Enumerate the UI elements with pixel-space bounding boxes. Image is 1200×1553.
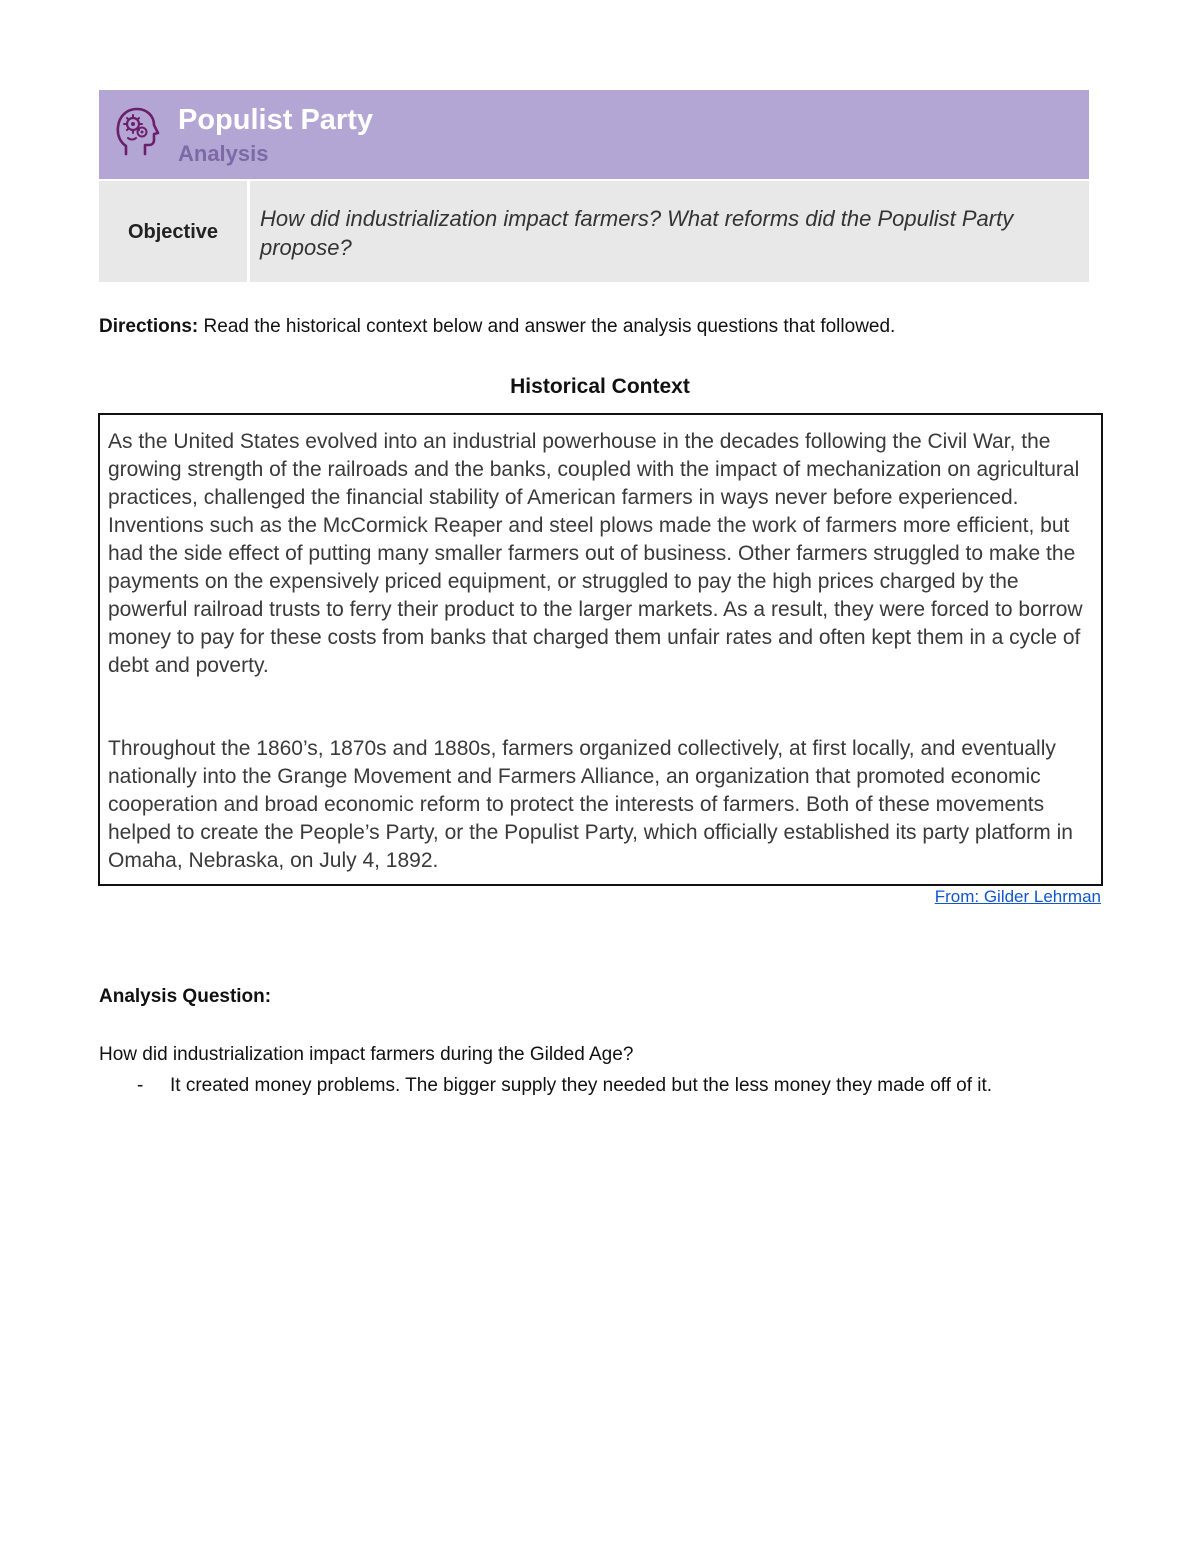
directions-label: Directions: [99, 316, 199, 337]
page-title: Populist Party [178, 104, 373, 136]
source-link[interactable]: From: Gilder Lehrman [934, 887, 1101, 906]
historical-context-heading: Historical Context [510, 375, 690, 398]
answer-text[interactable]: It created money problems. The bigger supply they needed but the less money they made off of it. [170, 1075, 993, 1096]
analysis-question: How did industrialization impact farmers during the Gilded Age? [99, 1044, 634, 1065]
directions-text: Read the historical context below and answer the analysis questions that followed. [198, 316, 896, 337]
directions [99, 313, 1099, 341]
context-paragraph: Throughout the 1860’s, 1870s and 1880s, farmers organized collectively, at first locally, and eventually nationally into the Grange Movement and Farmers Alliance, an organization that promoted economic cooperation and broad economic reform to protect the interests of farmers. Both of these movements helped to create the People’s Party, or the Populist Party, which officially established its party platform in Omaha, Nebraska, on July 4, 1892. [108, 737, 1073, 872]
objective-label: Objective [127, 221, 219, 243]
context-paragraph: As the United States evolved into an industrial powerhouse in the decades following the Civil War, the growing strength of the railroads and the banks, coupled with the impact of mechanization on agricultural practices, challenged the financial stability of American farmers in ways never before experienced. Inventions such as the McCormick Reaper and steel plows made the work of farmers more efficient, but had the side effect of putting many smaller farmers out of business. Other farmers struggled to make the payments on the expensively priced equipment, or struggled to pay the high prices charged by the powerful railroad trusts to ferry their product to the larger markets. As a result, they were forced to borrow money to pay for these costs from banks that charged them unfair rates and often kept them in a cycle of debt and poverty. [108, 430, 1083, 677]
answer-bullet: - [137, 1075, 144, 1096]
objective-text: How did industrialization impact farmers? What reforms did the Populist Party propose? [260, 206, 1014, 260]
head-gears-icon [112, 104, 160, 158]
analysis-question-heading: Analysis Question: [99, 986, 272, 1007]
page-subtitle: Analysis [178, 141, 269, 166]
